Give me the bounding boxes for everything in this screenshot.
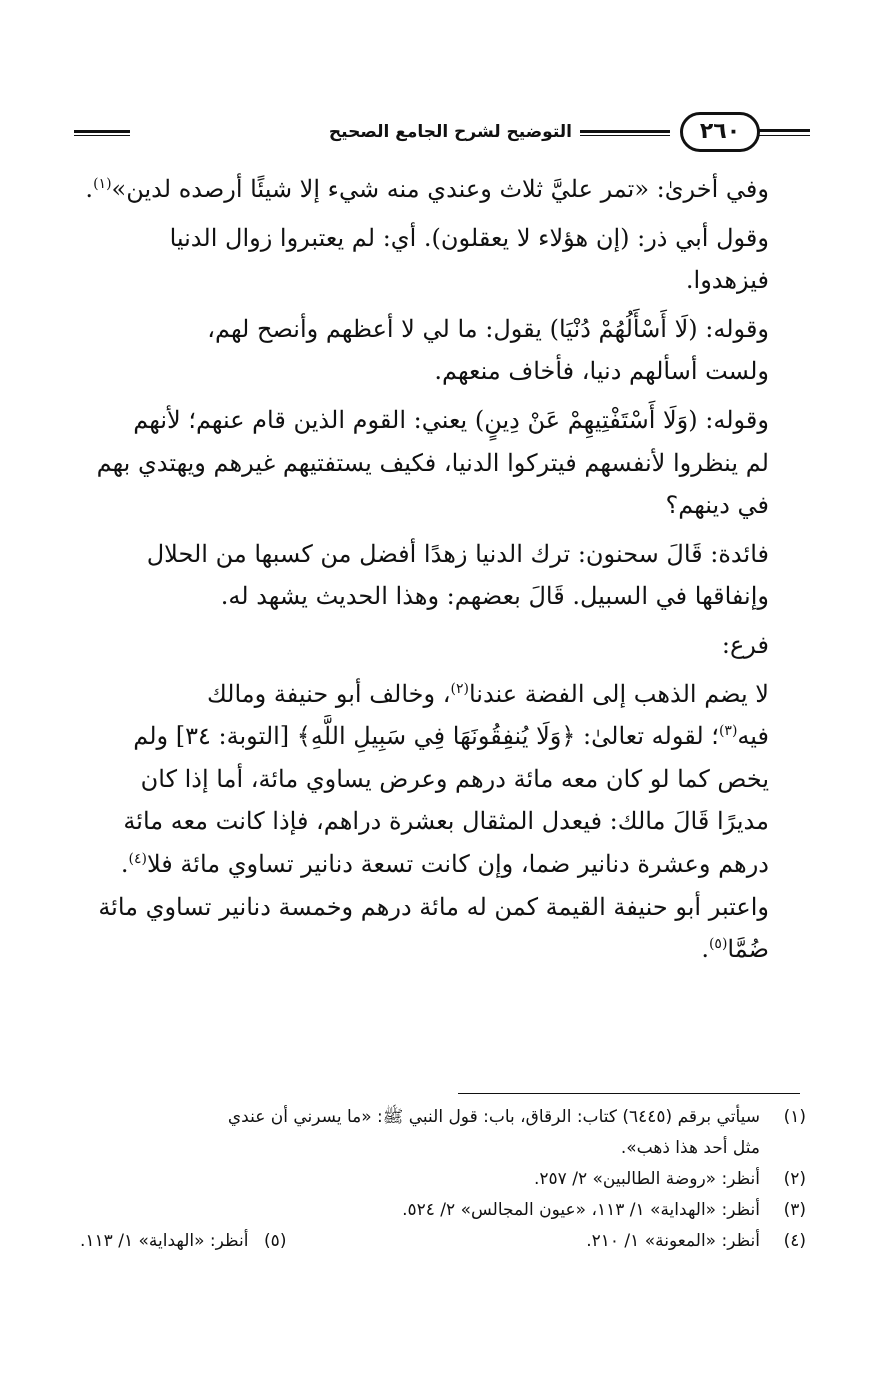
running-title: التوضيح لشرح الجامع الصحيح (328, 122, 572, 142)
footnote-number: (٥) (264, 1231, 287, 1251)
footnote-ref: (٤) (128, 850, 147, 867)
footnote-ref: (٥) (708, 936, 728, 953)
footnote-separator (458, 1093, 800, 1094)
footnote-text: سيأتي برقم (٦٤٤٥) كتاب: الرقاق، باب: قول النبي ﷺ: «ما يسرني أن عندي (227, 1107, 760, 1127)
footnote-row-4-5 (80, 1226, 808, 1257)
header-rule-right (758, 129, 810, 136)
footnote-number: (٣) (783, 1200, 806, 1220)
page-header (70, 112, 810, 164)
paragraph-4 (80, 399, 805, 527)
header-rule-left (74, 130, 130, 136)
footnote-text: أنظر: «الهداية» ١/ ١١٣. (80, 1231, 249, 1251)
text-line: في دينهم؟ (665, 491, 769, 520)
text-line: وفي أخرىٰ: «تمر عليَّ ثلاث وعندي منه شيء إلا شيئًا أرصده لدين»$^{(١)}$. (85, 175, 769, 203)
text-line: فائدة: قَالَ سحنون: ترك الدنيا زهدًا أفضل من كسبها من الحلال (146, 539, 769, 568)
text-line: فيزهدوا. (685, 266, 769, 295)
text-line: وإنفاقها في السبيل. قَالَ بعضهم: وهذا الحديث يشهد له. (220, 582, 769, 611)
footnote-1 (80, 1102, 808, 1164)
footnote-text: أنظر: «الهداية» ١/ ١١٣، «عيون المجالس» ٢/ ٥٢٤. (402, 1200, 760, 1220)
footnotes (80, 1102, 808, 1257)
main-text (80, 168, 805, 977)
footnote-number: (٤) (783, 1231, 806, 1251)
section-label: فرع: (721, 630, 769, 659)
text-line: لم ينظروا لأنفسهم فيتركوا الدنيا، فكيف يستفتيهم غيرهم ويهتدي بهم (96, 448, 769, 477)
text-line: وقول أبي ذر: (إن هؤلاء لا يعقلون). أي: لم يعتبروا زوال الدنيا (169, 223, 769, 252)
footnote-ref: (١) (93, 176, 112, 192)
footnote-number: (١) (783, 1107, 806, 1127)
footnote-ref: (٣) (718, 723, 738, 740)
footnote-3 (80, 1195, 808, 1226)
text-line: فيه$^{(٣)}$؛ لقوله تعالىٰ: ﴿وَلَا يُنفِقُونَهَا فِي سَبِيلِ اللَّهِ﴾ [التوبة: ٣٤] ولم (133, 722, 769, 751)
text-line: ضُمَّا$^{(٥)}$. (701, 935, 769, 964)
footnote-text-continued: مثل أحد هذا ذهب». (620, 1138, 760, 1158)
page-number: ٢٦٠ (680, 112, 760, 152)
header-rule-middle (580, 130, 670, 136)
text-line: ولست أسألهم دنيا، فأخاف منعهم. (434, 357, 769, 386)
paragraph-6 (80, 624, 805, 667)
footnote-4 (586, 1226, 808, 1257)
footnote-5 (80, 1226, 288, 1257)
paragraph-1 (80, 168, 805, 211)
footnote-number: (٢) (783, 1169, 806, 1189)
text-line: درهم وعشرة دنانير ضما، وإن كانت تسعة دنانير تساوي مائة فلا$^{(٤)}$. (120, 849, 769, 878)
paragraph-7 (80, 673, 805, 971)
footnote-text: أنظر: «المعونة» ١/ ٢١٠. (586, 1231, 760, 1251)
text-line: لا يضم الذهب إلى الفضة عندنا$^{(٢)}$، وخالف أبو حنيفة ومالك (206, 679, 769, 708)
paragraph-2 (80, 217, 805, 302)
text-line: مديرًا قَالَ مالك: فيعدل المثقال بعشرة دراهم، فإذا كانت معه مائة (123, 807, 769, 836)
paragraph-5 (80, 533, 805, 618)
text-line: واعتبر أبو حنيفة القيمة كمن له مائة درهم وخمسة دنانير تساوي مائة (98, 892, 769, 921)
text-line: يخص كما لو كان معه مائة درهم وعرض يساوي مائة، أما إذا كان (140, 764, 769, 793)
footnote-text: أنظر: «روضة الطالبين» ٢/ ٢٥٧. (534, 1169, 760, 1189)
footnote-2 (80, 1164, 808, 1195)
text-line: وقوله: (لَا أَسْأَلُهُمْ دُنْيَا) يقول: ما لي لا أعظهم وأنصح لهم، (207, 314, 769, 343)
text-line: وقوله: (وَلَا أَسْتَفْتِيهِمْ عَنْ دِينٍ) يعني: القوم الذين قام عنهم؛ لأنهم (133, 405, 769, 434)
paragraph-3 (80, 308, 805, 393)
footnote-ref: (٢) (450, 680, 469, 697)
